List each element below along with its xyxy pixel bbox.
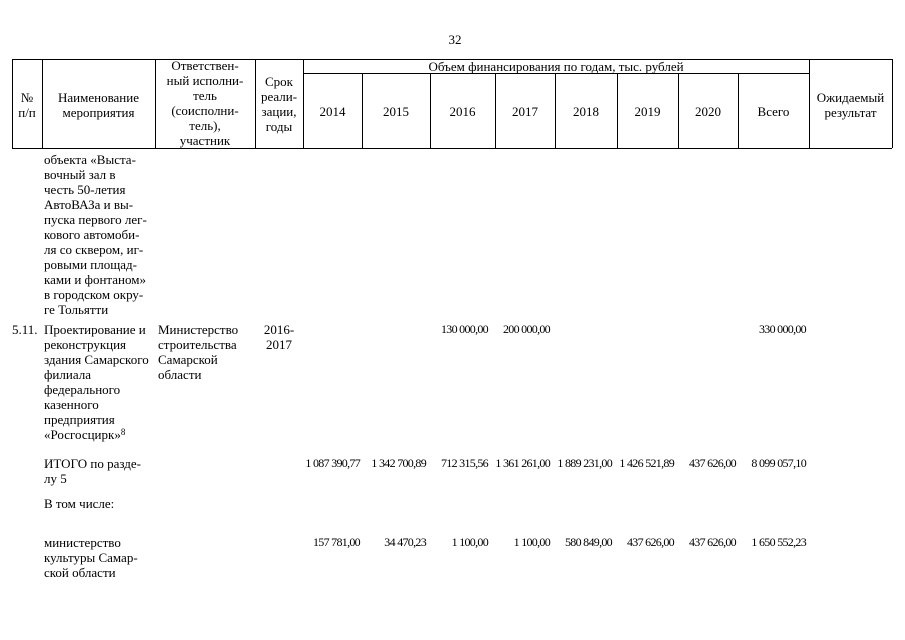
table-right-border bbox=[892, 59, 893, 148]
ministry-culture-name: министерство культуры Самар- ской области bbox=[44, 535, 138, 580]
itogo-2014: 1 087 390,77 bbox=[305, 456, 360, 470]
row-511-2016: 130 000,00 bbox=[440, 322, 488, 336]
ministry-2019: 437 626,00 bbox=[626, 535, 674, 549]
itogo-name: ИТОГО по разде- лу 5 bbox=[44, 456, 141, 486]
header-year-2017: 2017 bbox=[512, 104, 538, 119]
header-term: Срок реали- зации, годы bbox=[260, 74, 298, 134]
ministry-2018: 580 849,00 bbox=[564, 535, 612, 549]
footnote-mark: 8 bbox=[120, 427, 126, 437]
page-number: 32 bbox=[448, 32, 462, 47]
itogo-2016: 712 315,56 bbox=[440, 456, 488, 470]
row-511-term: 2016- 2017 bbox=[263, 322, 295, 352]
in-that-label: В том числе: bbox=[44, 496, 115, 511]
ministry-2017: 1 100,00 bbox=[513, 535, 550, 549]
header-bottom-border bbox=[12, 148, 892, 149]
header-year-2018: 2018 bbox=[573, 104, 599, 119]
ministry-2015: 34 470,23 bbox=[384, 535, 426, 549]
header-year-2015: 2015 bbox=[383, 104, 409, 119]
row-511-2017: 200 000,00 bbox=[502, 322, 550, 336]
header-year-2014: 2014 bbox=[319, 104, 346, 119]
itogo-2015: 1 342 700,89 bbox=[371, 456, 426, 470]
itogo-2020: 437 626,00 bbox=[688, 456, 736, 470]
row-511-responsible: Министерство строительства Самарской области bbox=[158, 322, 239, 382]
header-responsible: Ответствен- ный исполни- тель (соисполни- тель), участник bbox=[166, 58, 244, 148]
ministry-2020: 437 626,00 bbox=[688, 535, 736, 549]
header-year-2016: 2016 bbox=[449, 104, 476, 119]
itogo-2018: 1 889 231,00 bbox=[557, 456, 612, 470]
header-num: № п/п bbox=[18, 90, 36, 120]
row-511-name-last: «Росгосцирк» bbox=[44, 427, 121, 442]
itogo-2019: 1 426 521,89 bbox=[619, 456, 674, 470]
header-year-2019: 2019 bbox=[634, 104, 661, 119]
itogo-total: 8 099 057,10 bbox=[751, 456, 806, 470]
ministry-2016: 1 100,00 bbox=[451, 535, 488, 549]
continued-row-name: объекта «Выста- вочный зал в честь 50-летия АвтоВАЗа и вы- пуска первого лег- кового автомоби- ля со сквером, иг- ровыми площад- ками и фонтаном» в городском окру- ге Тольятти bbox=[44, 152, 147, 317]
ministry-total: 1 650 552,23 bbox=[751, 535, 806, 549]
itogo-2017: 1 361 261,00 bbox=[495, 456, 550, 470]
header-result: Ожидаемый результат bbox=[816, 90, 885, 120]
header-total: Всего bbox=[757, 104, 790, 119]
header-name: Наименование мероприятия bbox=[58, 90, 139, 120]
header-year-2020: 2020 bbox=[695, 104, 721, 119]
header-funding-title: Объем финансирования по годам, тыс. рублей bbox=[428, 59, 684, 74]
row-511-name: Проектирование и реконструкция здания Самарского филиала федерального казенного предприятия «Росгосцирк»$^8$ bbox=[44, 322, 149, 442]
ministry-2014: 157 781,00 bbox=[312, 535, 360, 549]
row-511-total: 330 000,00 bbox=[758, 322, 806, 336]
row-511-number: 5.11. bbox=[12, 322, 38, 337]
